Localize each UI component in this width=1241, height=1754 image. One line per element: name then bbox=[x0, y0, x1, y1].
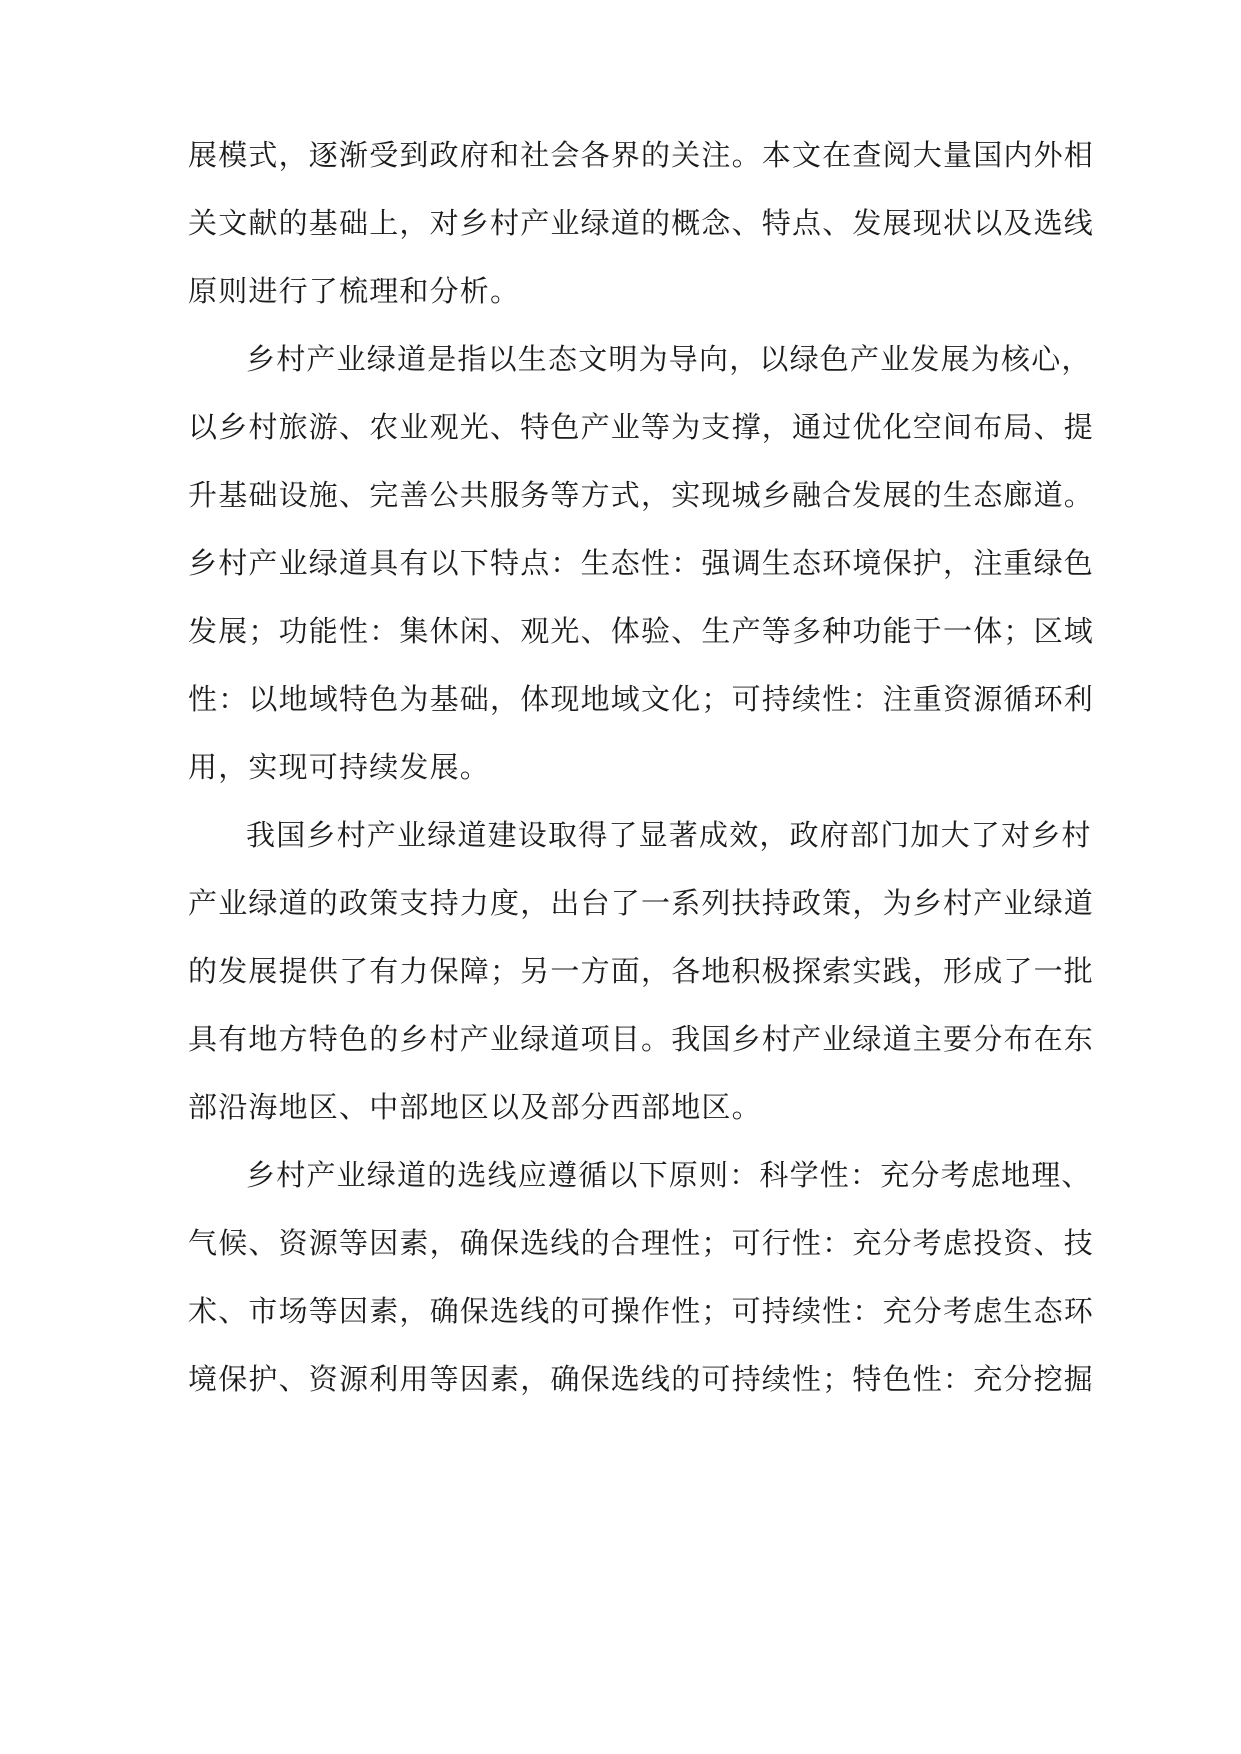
paragraph-first-line: 我国乡村产业绿道建设取得了显著成效，政府部门加大了对乡村 bbox=[246, 818, 1092, 852]
text-line: 用，实现可持续发展。 bbox=[188, 750, 491, 784]
text-line: 乡村产业绿道具有以下特点：生态性：强调生态环境保护，注重绿色 bbox=[188, 546, 1095, 580]
text-line: 境保护、资源利用等因素，确保选线的可持续性；特色性：充分挖掘 bbox=[188, 1362, 1095, 1396]
text-line: 发展；功能性：集休闲、观光、体验、生产等多种功能于一体；区域 bbox=[188, 614, 1095, 648]
text-line: 展模式，逐渐受到政府和社会各界的关注。本文在查阅大量国内外相 bbox=[188, 138, 1095, 172]
text-line: 具有地方特色的乡村产业绿道项目。我国乡村产业绿道主要分布在东 bbox=[188, 1022, 1095, 1056]
text-line: 原则进行了梳理和分析。 bbox=[188, 274, 521, 308]
text-line: 术、市场等因素，确保选线的可操作性；可持续性：充分考虑生态环 bbox=[188, 1294, 1095, 1328]
text-line: 以乡村旅游、农业观光、特色产业等为支撑，通过优化空间布局、提 bbox=[188, 410, 1095, 444]
text-line: 性：以地域特色为基础，体现地域文化；可持续性：注重资源循环利 bbox=[188, 682, 1095, 716]
text-line: 关文献的基础上，对乡村产业绿道的概念、特点、发展现状以及选线 bbox=[188, 206, 1095, 240]
paragraph-first-line: 乡村产业绿道的选线应遵循以下原则：科学性：充分考虑地理、 bbox=[246, 1158, 1092, 1192]
text-line: 部沿海地区、中部地区以及部分西部地区。 bbox=[188, 1090, 762, 1124]
text-line: 气候、资源等因素，确保选线的合理性；可行性：充分考虑投资、技 bbox=[188, 1226, 1095, 1260]
text-line: 升基础设施、完善公共服务等方式，实现城乡融合发展的生态廊道。 bbox=[188, 478, 1095, 512]
text-line: 产业绿道的政策支持力度，出台了一系列扶持政策，为乡村产业绿道 bbox=[188, 886, 1095, 920]
paragraph-first-line: 乡村产业绿道是指以生态文明为导向，以绿色产业发展为核心， bbox=[246, 342, 1092, 376]
text-line: 的发展提供了有力保障；另一方面，各地积极探索实践，形成了一批 bbox=[188, 954, 1095, 988]
